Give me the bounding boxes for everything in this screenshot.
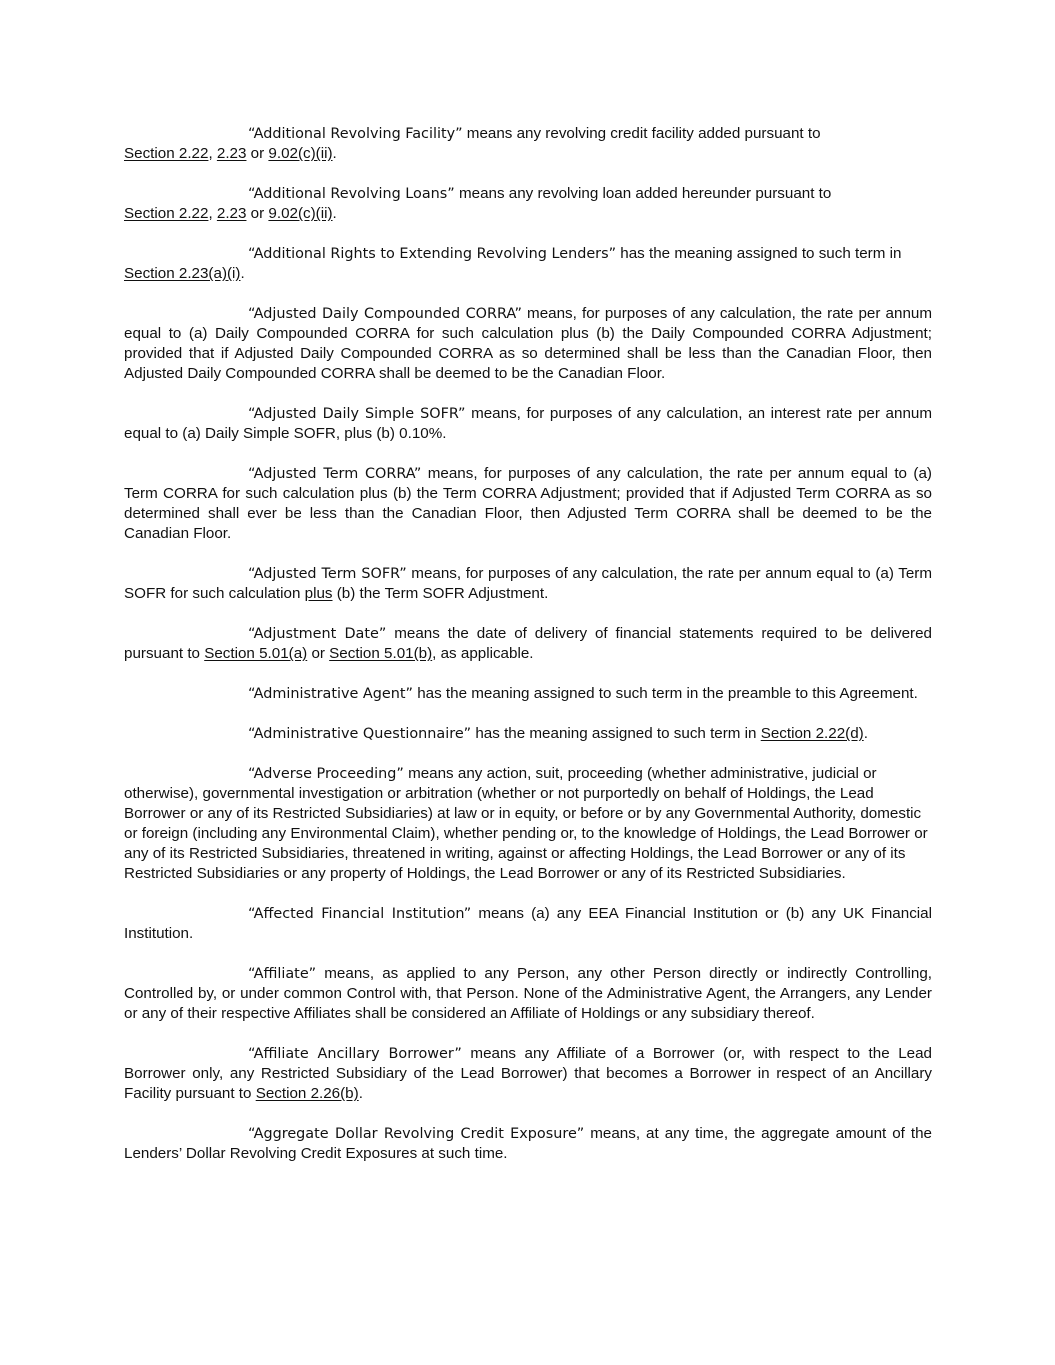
section-reference[interactable]: Section 2.22 bbox=[124, 145, 209, 162]
defined-term: “Aggregate Dollar Revolving Credit Exposure” bbox=[248, 1126, 585, 1142]
defined-term: “Adjustment Date” bbox=[248, 626, 387, 642]
defined-term: “Affected Financial Institution” bbox=[248, 906, 472, 922]
definition-administrative-questionnaire: “Administrative Questionnaire” has the meaning assigned to such term in Section 2.22(d). bbox=[248, 725, 868, 742]
definition-adverse-proceeding: “Adverse Proceeding” means any action, suit, proceeding (whether administrative, judicial or otherwise), governmental investigation or arbitration (whether or not purportedly on behalf of Holdings, the Lead Borrower or any of its Restricted Subsidiaries) at law or in equity, or before or by any Governmental Authority, domestic or foreign (including any Environmental Claim), whether pending or, to the knowledge of Holdings, the Lead Borrower or any of its Restricted Subsidiaries, threatened in writing, against or affecting Holdings, the Lead Borrower or any of its Restricted Subsidiaries or any property of Holdings, the Lead Borrower or any of its Restricted Subsidiaries. bbox=[124, 765, 928, 882]
definition-affiliate-ancillary-borrower: “Affiliate Ancillary Borrower” means any Affiliate of a Borrower (or, with respect to the Lead Borrower only, any Restricted Subsidiary of the Lead Borrower) that becomes a Borrower in respect of an Ancillary Facility pursuant to Section 2.26(b). bbox=[124, 1045, 932, 1102]
definition-adjusted-daily-compounded-corra: “Adjusted Daily Compounded CORRA” means, for purposes of any calculation, the rate per annum equal to (a) Daily Compounded CORRA for such calculation plus (b) the Daily Compounded CORRA Adjustment; provided that if Adjusted Daily Compounded CORRA as so determined shall be less than the Canadian Floor, then Adjusted Daily Compounded CORRA shall be deemed to be the Canadian Floor. bbox=[124, 305, 932, 382]
definition-adjusted-daily-simple-sofr: “Adjusted Daily Simple SOFR” means, for purposes of any calculation, an interest rate per annum equal to (a) Daily Simple SOFR, plus (b) 0.10%. bbox=[124, 405, 932, 442]
section-reference[interactable]: Section 5.01(a) bbox=[204, 645, 308, 662]
definition-adjusted-term-sofr: “Adjusted Term SOFR” means, for purposes of any calculation, the rate per annum equal to (a) Term SOFR for such calculation plus (b) the Term SOFR Adjustment. bbox=[124, 565, 932, 602]
emphasis-plus: plus bbox=[304, 585, 333, 602]
defined-term: “Adverse Proceeding” bbox=[248, 766, 404, 782]
definition-additional-rights: “Additional Rights to Extending Revolving Lenders” has the meaning assigned to such term in Section 2.23(a)(i). bbox=[124, 245, 902, 282]
defined-term: “Adjusted Daily Simple SOFR” bbox=[248, 406, 466, 422]
section-reference[interactable]: Section 5.01(b) bbox=[329, 645, 433, 662]
section-reference[interactable]: Section 2.23(a)(i) bbox=[124, 265, 241, 282]
defined-term: “Administrative Questionnaire” bbox=[248, 726, 472, 742]
definition-affected-financial-institution: “Affected Financial Institution” means (a) any EEA Financial Institution or (b) any UK Financial Institution. bbox=[124, 905, 932, 942]
definition-additional-revolving-facility: “Additional Revolving Facility” means any revolving credit facility added pursuant to Section 2.22, 2.23 or 9.02(c)(ii). bbox=[124, 125, 821, 162]
section-reference[interactable]: 2.23 bbox=[216, 205, 247, 222]
defined-term: “Additional Revolving Facility” bbox=[248, 126, 463, 142]
definition-affiliate: “Affiliate” means, as applied to any Person, any other Person directly or indirectly Controlling, Controlled by, or under common Control with, that Person. None of the Administrative Agent, the Arrangers, any Lender or any of their respective Affiliates shall be considered an Affiliate of Holdings or any subsidiary thereof. bbox=[124, 965, 932, 1022]
defined-term: “Adjusted Term SOFR” bbox=[248, 566, 407, 582]
definition-adjusted-term-corra: “Adjusted Term CORRA” means, for purposes of any calculation, the rate per annum equal to (a) Term CORRA for such calculation plus (b) the Term CORRA Adjustment; provided that if Adjusted Term CORRA as so determined shall ever be less than the Canadian Floor, then Adjusted Term CORRA shall be deemed to be the Canadian Floor. bbox=[124, 465, 932, 542]
definition-aggregate-dollar-revolving-credit-exposure: “Aggregate Dollar Revolving Credit Exposure” means, at any time, the aggregate amount of the Lenders’ Dollar Revolving Credit Exposures at such time. bbox=[124, 1125, 932, 1162]
definitions-list bbox=[124, 124, 932, 1184]
definition-additional-revolving-loans: “Additional Revolving Loans” means any revolving loan added hereunder pursuant to Section 2.22, 2.23 or 9.02(c)(ii). bbox=[124, 185, 832, 222]
section-reference[interactable]: 2.23 bbox=[216, 145, 247, 162]
defined-term: “Additional Rights to Extending Revolving Lenders” bbox=[248, 246, 617, 262]
defined-term: “Affiliate” bbox=[248, 966, 317, 982]
section-reference[interactable]: Section 2.22(d) bbox=[760, 725, 864, 742]
defined-term: “Administrative Agent” bbox=[248, 686, 413, 702]
section-reference[interactable]: 9.02(c)(ii) bbox=[268, 145, 333, 162]
defined-term: “Additional Revolving Loans” bbox=[248, 186, 455, 202]
defined-term: “Adjusted Term CORRA” bbox=[248, 466, 422, 482]
section-reference[interactable]: Section 2.22 bbox=[124, 205, 209, 222]
definition-administrative-agent: “Administrative Agent” has the meaning assigned to such term in the preamble to this Agreement. bbox=[248, 685, 918, 702]
defined-term: “Adjusted Daily Compounded CORRA” bbox=[248, 306, 522, 322]
defined-term: “Affiliate Ancillary Borrower” bbox=[248, 1046, 462, 1062]
definition-adjustment-date: “Adjustment Date” means the date of delivery of financial statements required to be delivered pursuant to Section 5.01(a) or Section 5.01(b), as applicable. bbox=[124, 625, 932, 662]
section-reference[interactable]: Section 2.26(b) bbox=[255, 1085, 359, 1102]
section-reference[interactable]: 9.02(c)(ii) bbox=[268, 205, 333, 222]
